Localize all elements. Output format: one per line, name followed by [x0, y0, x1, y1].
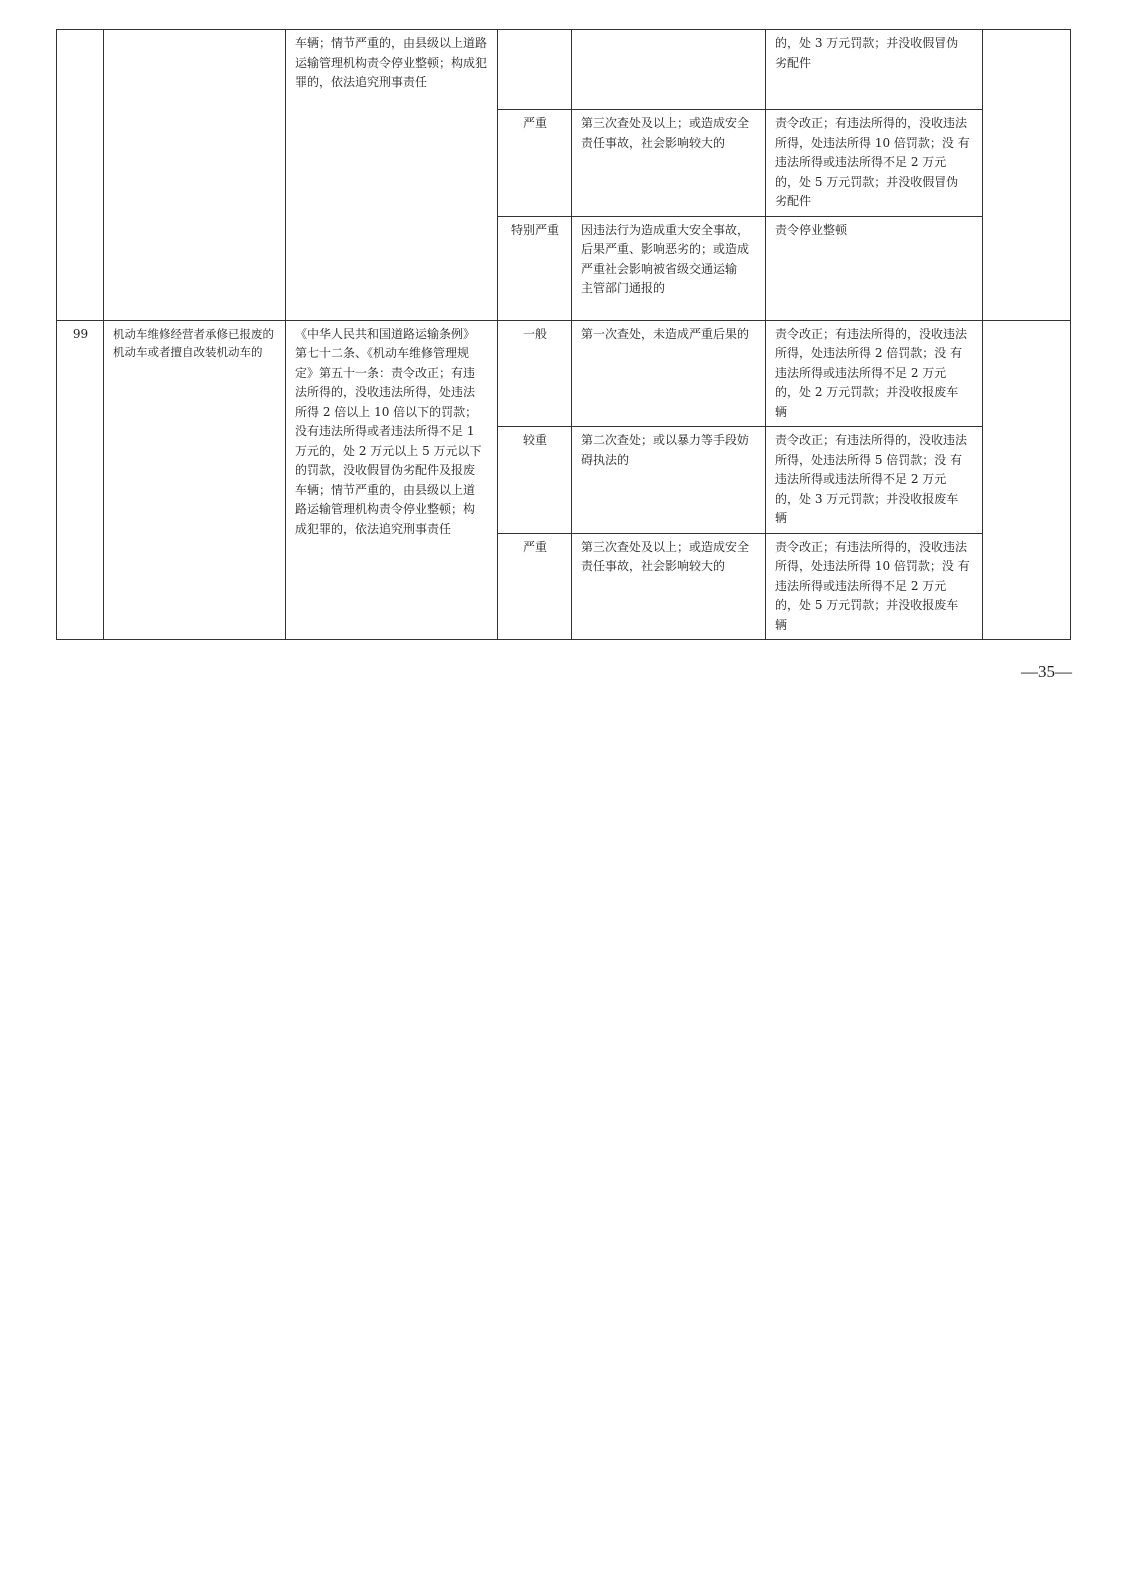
legal-basis-cell: 车辆；情节严重的，由县级以上道路运输管理机构责令停业整顿；构成犯罪的，依法追究刑事责任 [286, 30, 498, 321]
table-row [57, 30, 1071, 110]
severity-cell [498, 30, 572, 110]
severity-cell: 一般 [498, 320, 572, 427]
item-number-cell: 99 [57, 320, 104, 640]
penalty-standard-cell: 责令改正；有违法所得的，没收违法所得，处违法所得 5 倍罚款；没 有违法所得或违法所得不足 2 万元 的，处 3 万元罚款；并没收报废车 辆 [766, 427, 983, 534]
remarks-cell [983, 320, 1071, 640]
severity-cell: 严重 [498, 110, 572, 217]
penalty-standard-cell: 责令停业整顿 [766, 216, 983, 320]
circumstance-cell: 第三次查处及以上；或造成安全责任事故，社会影响较大的 [572, 110, 766, 217]
item-number-cell [57, 30, 104, 321]
violation-cell [104, 30, 286, 321]
penalty-standard-cell: 责令改正；有违法所得的，没收违法所得，处违法所得 10 倍罚款；没 有违法所得或违法所得不足 2 万元 的，处 5 万元罚款；并没收报废车 辆 [766, 533, 983, 640]
legal-basis-cell: 《中华人民共和国道路运输条例》 第七十二条、《机动车维修管理规 定》第五十一条：责令改正；有违 法所得的，没收违法所得，处违法 所得 2 倍以上 10 倍以下的罚款； 没有违法所得或者违法所得不足 1 万元的，处 2 万元以上 5 万元以下 的罚款，没收假冒伪劣配件及报废 车辆；情节严重的，由县级以上道 路运输管理机构责令停业整顿；构 成犯罪的，依法追究刑事责任 [286, 320, 498, 640]
circumstance-cell: 因违法行为造成重大安全事故， 后果严重、影响恶劣的；或造成 严重社会影响被省级交通运输 主管部门通报的 [572, 216, 766, 320]
penalty-standard-cell: 责令改正；有违法所得的，没收违法所得，处违法所得 2 倍罚款；没 有违法所得或违法所得不足 2 万元 的，处 2 万元罚款；并没收报废车 辆 [766, 320, 983, 427]
circumstance-cell: 第三次查处及以上；或造成安全责任事故，社会影响较大的 [572, 533, 766, 640]
violation-cell: 机动车维修经营者承修已报废的机动车或者擅自改装机动车的 [104, 320, 286, 640]
severity-cell: 严重 [498, 533, 572, 640]
severity-cell: 较重 [498, 427, 572, 534]
page-number: —35— [1021, 662, 1072, 681]
penalty-standard-cell: 的，处 3 万元罚款；并没收假冒伪 劣配件 [766, 30, 983, 110]
circumstance-cell: 第一次查处，未造成严重后果的 [572, 320, 766, 427]
severity-cell: 特别严重 [498, 216, 572, 320]
table-row [57, 320, 1071, 427]
penalty-standards-table [56, 29, 1071, 640]
circumstance-cell: 第二次查处；或以暴力等手段妨碍执法的 [572, 427, 766, 534]
penalty-standard-cell: 责令改正；有违法所得的，没收违法所得，处违法所得 10 倍罚款；没 有违法所得或违法所得不足 2 万元 的，处 5 万元罚款；并没收假冒伪 劣配件 [766, 110, 983, 217]
circumstance-cell [572, 30, 766, 110]
remarks-cell [983, 30, 1071, 321]
